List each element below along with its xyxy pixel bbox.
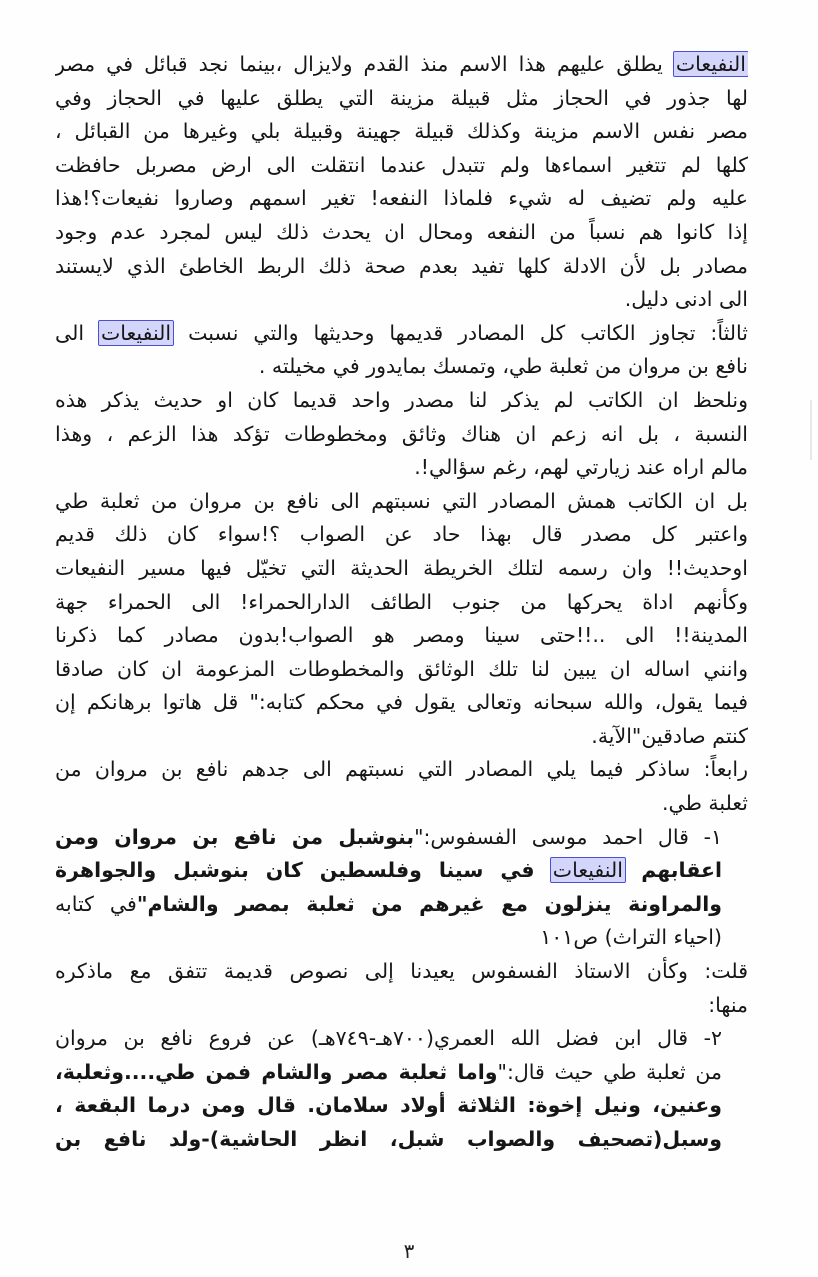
text-line: الى ادنى دليل.	[624, 287, 748, 312]
paragraph	[55, 384, 748, 485]
text-line: منها:	[708, 992, 748, 1017]
text-line: ثعلبة طي.	[662, 791, 748, 816]
highlighted-term: النفيعات	[552, 858, 623, 883]
highlighted-term: النفيعات	[101, 320, 172, 345]
paragraph	[55, 48, 748, 317]
text-fragment: من ثعلبة طي حيث قال:"	[497, 1059, 722, 1084]
page-number: ٣	[403, 1239, 415, 1263]
text-line: عليه ولم تضيف له شيء فلماذا النفعه! تغير اسمهم وصاروا نفيعات؟!هذا	[55, 186, 748, 211]
paragraph	[55, 317, 748, 384]
text-line: ونلحظ ان الكاتب لم يذكر لنا مصدر واحد قديما كان او حديث يذكر هذه	[55, 387, 748, 412]
text-line: اوحديث!! وان رسمه لتلك الخريطة الحديثة التي تخيّل فيها مسير النفيعات	[55, 555, 748, 580]
text-fragment: الى	[55, 320, 85, 345]
text-line: ٢- قال ابن فضل الله العمري(٧٠٠هـ-٧٤٩هـ) عن فروع نافع بن مروان	[55, 1026, 722, 1051]
text-line: بل ان الكاتب همش المصادر التي نسبتهم الى نافع بن مروان من ثعلبة طي	[55, 488, 748, 513]
text-fragment: ١- قال احمد موسى الفسفوس:"	[414, 824, 722, 849]
text-line: وانني اساله ان يبين لنا تلك الوثائق والمخطوطات المزعومة ان كان صادقا	[55, 656, 748, 681]
quoted-text: وعنين، ونيل إخوة: الثلاثة أولاد سلامان. قال ومن درما البقعة ،	[55, 1093, 722, 1118]
paragraph	[55, 753, 748, 820]
text-line: مالم اراه عند زيارتي لهم، رغم سؤالي!.	[414, 455, 748, 480]
text-line: كلها لم تتغير اسماءها ولم تتبدل عندما انتقلت الى ارض مصربل حافظت	[55, 152, 748, 177]
quoted-text: واما ثعلبة مصر والشام فمن طي....وثعلبة،	[55, 1059, 498, 1084]
highlighted-term: النفيعات	[675, 52, 746, 76]
paragraph	[55, 955, 748, 1022]
text-line: مصادر بل لأن الادلة كلها تفيد بعدم صحة ذلك الربط الخاطئ الذي لايستند	[55, 253, 748, 278]
quoted-text: وسبل(تصحيف والصواب شبل، انظر الحاشية)-ولد نافع بن	[55, 1127, 722, 1151]
text-line: إذا كانوا هم نسباً من النفعه ومحال ان يحدث ذلك ليس لمجرد عدم وجود	[55, 219, 748, 244]
quoted-text: بنوشبل من نافع بن مروان ومن	[55, 824, 415, 849]
document-body	[55, 48, 748, 1157]
scan-edge-mark	[810, 400, 812, 460]
citation: (احياء التراث) ص١٠١	[540, 925, 722, 950]
text-line: ثالثاً: تجاوز الكاتب كل المصادر قديمها وحديثها والتي نسبت	[188, 320, 748, 345]
text-line: كنتم صادقين"الآية.	[591, 723, 748, 748]
text-line: ًفيما يقول، والله سبحانه وتعالى يقول في محكم كتابه:" قل هاتوا برهانكم إن	[55, 690, 748, 715]
text-line: النسبة ، بل انه زعم ان هناك وثائق ومخطوطات تؤكد هذا الزعم ، وهذا	[55, 421, 748, 446]
text-line: مصر نفس الاسم مزينة وكذلك قبيلة جهينة وقبيلة بلي وغيرها من القبائل ،	[55, 119, 748, 144]
text-line: واعتبر كل مصدر قال بهذا حاد عن الصواب ؟!سواء كان ذلك قديم	[55, 522, 748, 547]
quoted-text: اعقابهم	[641, 858, 722, 883]
numbered-item-1	[55, 821, 748, 955]
quoted-text: والمراونة ينزلون مع غيرهم من ثعلبة بمصر والشام"	[136, 891, 722, 916]
text-line: وكأنهم اداة يحركها من جنوب الطائف الدارالحمراء! الى الحمراء جهة	[55, 589, 748, 614]
paragraph	[55, 485, 748, 754]
text-line: نافع بن مروان من ثعلبة طي، وتمسك بمايدور في مخيلته .	[258, 354, 748, 379]
text-line: المدينة!! الى ..!!حتى سينا ومصر هو الصواب!بدون مصادر كما ذكرنا	[55, 623, 748, 648]
text-fragment: في كتابه	[55, 891, 137, 916]
text-line: قلت: وكأن الاستاذ الفسفوس يعيدنا إلى نصوص قديمة تتفق مع ماذكره	[55, 959, 748, 984]
text-line: لها جذور في الحجاز مثل قبيلة مزينة التي يطلق عليها في الحجاز وفي	[55, 85, 748, 110]
quoted-text: في سينا وفلسطين كان بنوشبل والجواهرة	[55, 858, 535, 883]
text-line: يطلق عليهم هذا الاسم منذ القدم ولايزال ،بينما نجد قبائل في مصر	[55, 52, 663, 76]
numbered-item-2	[55, 1022, 748, 1156]
text-line: رابعاً: ساذكر فيما يلي المصادر التي نسبتهم الى جدهم نافع بن مروان من	[55, 757, 748, 782]
